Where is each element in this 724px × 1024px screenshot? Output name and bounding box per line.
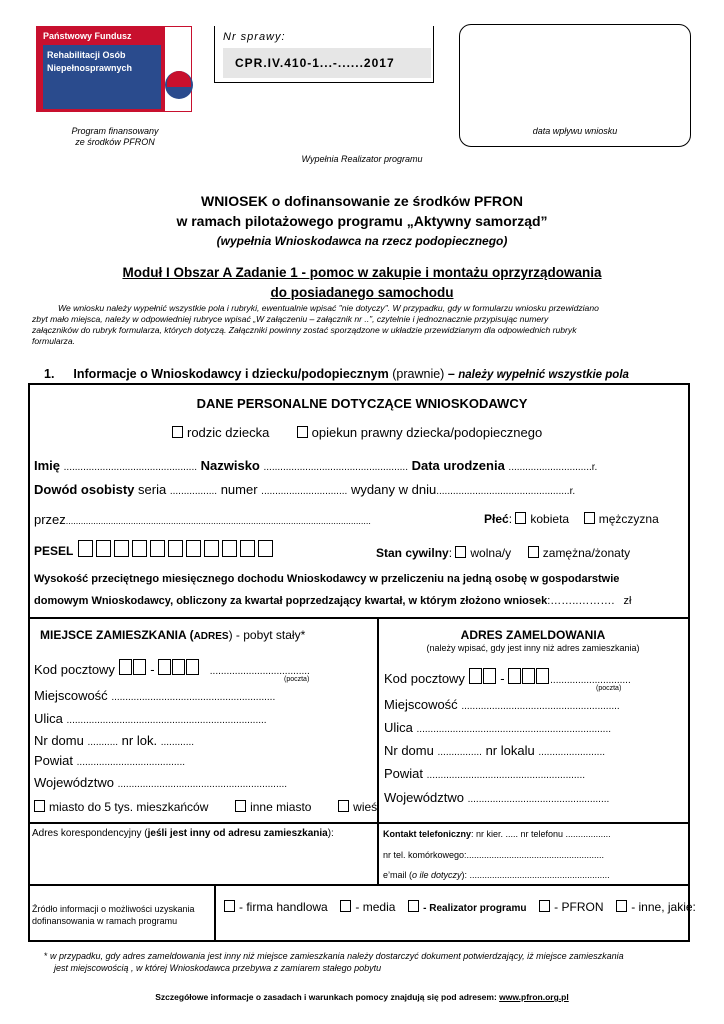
phone-label: Kontakt telefoniczny <box>383 829 472 839</box>
id-series-field[interactable]: ................. <box>169 486 218 497</box>
issuer-field[interactable]: .......................................................................................................................... <box>65 516 371 526</box>
name-row <box>34 458 597 473</box>
residence-postcode-box[interactable] <box>158 659 171 675</box>
source-media-checkbox[interactable] <box>340 900 351 912</box>
source-options <box>224 900 696 914</box>
registration-postcode-box[interactable] <box>469 668 482 684</box>
village-checkbox[interactable] <box>338 800 349 812</box>
program-financed-line1: Program finansowany <box>71 126 159 136</box>
pfron-logo <box>36 26 192 112</box>
registration-postcode-box[interactable] <box>522 668 535 684</box>
marital-label: Stan cywilny <box>376 546 449 560</box>
correspondence-label-a: Adres korespondencyjny ( <box>32 828 148 839</box>
registration-voivodeship-field[interactable]: ................................................... <box>467 794 610 805</box>
pesel-label: PESEL <box>34 544 74 558</box>
pesel-digit-box[interactable] <box>204 540 219 557</box>
section1-heading <box>44 367 629 381</box>
single-checkbox[interactable] <box>455 546 466 558</box>
registration-postcode-box[interactable] <box>536 668 549 684</box>
male-checkbox[interactable] <box>584 512 595 524</box>
pesel-digit-box[interactable] <box>168 540 183 557</box>
separator-correspondence-top <box>28 822 690 824</box>
registration-county-row <box>384 766 585 781</box>
footnote-star: * <box>44 951 48 961</box>
residence-post-office-label: (poczta) <box>284 676 310 683</box>
registration-header: ADRES ZAMELDOWANIA <box>460 628 606 642</box>
residence-header-b: ADRES <box>193 631 229 642</box>
issuer-label: przez <box>34 512 66 527</box>
registration-post-office-field[interactable]: ............................. <box>550 675 631 686</box>
registration-street-field[interactable]: ...................................................................... <box>416 724 612 735</box>
source-realizator-label: - Realizator programu <box>423 903 527 914</box>
female-checkbox[interactable] <box>515 512 526 524</box>
footnote-line1: w przypadku, gdy adres zameldowania jest inny niż miejsce zamieszkania należy dostarczyć dokument potwierdzający, iż miejsce zamieszkania <box>50 951 624 961</box>
residence-post-office-field[interactable]: .................................... <box>209 666 310 677</box>
residence-street-label: Ulica <box>34 711 63 726</box>
email-row <box>383 870 610 880</box>
instructions-line2: zbyt mało miejsca, należy w odpowiedniej rubryce wpisać „W załączeniu – załącznik nr ..”, czytelnie i jednoznacznie przypisując numery <box>32 314 549 324</box>
logo-line1: Państwowy Fundusz <box>43 31 132 41</box>
separator-address-top <box>28 617 690 619</box>
pesel-digit-box[interactable] <box>150 540 165 557</box>
single-label: wolna/y <box>470 546 512 560</box>
source-label <box>32 903 195 927</box>
registration-city-field[interactable]: ......................................................... <box>461 701 620 712</box>
issued-label: wydany w dniu <box>350 482 437 497</box>
registration-street-label: Ulica <box>384 720 413 735</box>
instructions-line4: formularza. <box>32 336 75 346</box>
first-name-label: Imię <box>34 458 61 473</box>
residence-postcode-box[interactable] <box>172 659 185 675</box>
residence-city-field[interactable]: ........................................................... <box>111 692 276 703</box>
last-name-label: Nazwisko <box>200 458 260 473</box>
last-name-field[interactable]: .................................................... <box>263 462 408 473</box>
source-other-checkbox[interactable] <box>616 900 627 912</box>
footnote-line2: jest miejscowością , w której Wnioskodawca przebywa z zamiarem stałego pobytu <box>54 963 382 973</box>
residence-street-row <box>34 711 267 726</box>
registration-house-field[interactable]: ................ <box>437 747 482 758</box>
residence-header <box>40 628 305 642</box>
residence-flat-field[interactable]: ............ <box>160 737 195 748</box>
email-label-a: e’mail ( <box>383 870 413 880</box>
residence-street-field[interactable]: ........................................................................ <box>66 715 267 726</box>
issuer-row <box>34 512 371 527</box>
mobile-field[interactable]: nr tel. komórkowego:....................................................... <box>383 850 605 860</box>
footer-text: Szczegółowe informacje o zasadach i warunkach pomocy znajdują się pod adresem: <box>155 992 497 1002</box>
registration-flat-label: nr lokalu <box>485 743 535 758</box>
instructions-line1: We wniosku należy wypełnić wszystkie pola i rubryki, ewentualnie wpisać "nie dotyczy". W przypadku, gdy w formularzu wniosku przewidziano <box>58 303 599 313</box>
female-label: kobieta <box>530 512 570 526</box>
residence-voivodeship-row <box>34 775 287 790</box>
residence-postcode-label: Kod pocztowy <box>34 662 115 677</box>
income-line2: domowym Wnioskodawcy, obliczony za kwartał poprzedzający kwartał, w którym złożono wniosek <box>34 595 548 607</box>
source-shop-checkbox[interactable] <box>224 900 235 912</box>
footer <box>0 992 724 1002</box>
pfron-website-link[interactable]: www.pfron.org.pl <box>499 992 569 1002</box>
sex-label: Płeć <box>484 512 509 526</box>
marital-row <box>376 546 630 560</box>
sex-row <box>484 512 659 526</box>
registration-postcode-box[interactable] <box>483 668 496 684</box>
correspondence-label <box>32 828 334 839</box>
id-series-label: seria <box>138 482 167 497</box>
pesel-digit-box[interactable] <box>132 540 147 557</box>
filled-by-realizator: Wypełnia Realizator programu <box>301 154 423 164</box>
logo-line3: Niepełnosprawnych <box>47 63 133 73</box>
residence-postcode-box[interactable] <box>186 659 199 675</box>
phone-row <box>383 829 611 839</box>
logo-blue-panel <box>43 45 161 109</box>
residence-number-row <box>34 733 194 748</box>
issued-date-field[interactable]: ................................................r. <box>436 486 576 497</box>
male-label: mężczyzna <box>598 512 659 526</box>
pesel-digit-box[interactable] <box>96 540 111 557</box>
registration-post-office-label: (poczta) <box>596 685 622 692</box>
phone-field[interactable]: : nr kier. ..... nr telefonu .................. <box>471 829 611 839</box>
registration-city-label: Miejscowość <box>384 697 458 712</box>
source-realizator-checkbox[interactable] <box>408 900 419 912</box>
id-card-label: Dowód osobisty <box>34 482 135 497</box>
case-number-label: Nr sprawy: <box>223 31 286 43</box>
receipt-date-label: data wpływu wniosku <box>532 126 618 136</box>
residence-voivodeship-label: Województwo <box>34 775 114 790</box>
registration-subheader: (należy wpisać, gdy jest inny niż adres zamieszkania) <box>426 643 640 653</box>
source-other-label: - inne, jakie: <box>631 900 696 914</box>
registration-house-label: Nr domu <box>384 743 434 758</box>
residence-house-field[interactable]: ........... <box>87 737 119 748</box>
registration-postcode-box[interactable] <box>508 668 521 684</box>
source-label-line1: Źródło informacji o możliwości uzyskania <box>32 904 195 914</box>
separator-source-top <box>28 884 690 886</box>
email-label-b: o ile dotyczy <box>412 870 462 880</box>
pesel-digit-box[interactable] <box>114 540 129 557</box>
small-town-label: miasto do 5 tys. mieszkańców <box>49 800 209 814</box>
registration-postcode-row <box>384 668 631 686</box>
case-number-box <box>214 26 434 83</box>
residence-county-row <box>34 753 185 768</box>
residence-type-row <box>34 800 377 814</box>
section1-title: Informacje o Wnioskodawcy i dziecku/podopiecznym <box>73 367 389 381</box>
pesel-digit-box[interactable] <box>240 540 255 557</box>
residence-county-field[interactable]: ....................................... <box>76 757 186 768</box>
sex-colon: : <box>508 512 513 526</box>
source-pfron-label: - PFRON <box>554 900 604 914</box>
personal-header: DANE PERSONALNE DOTYCZĄCE WNIOSKODAWCY <box>196 396 528 411</box>
id-number-label: numer <box>220 482 258 497</box>
marital-colon: : <box>448 546 453 560</box>
section1-dash: – <box>447 367 455 381</box>
section1-legal: (prawnie) <box>392 367 445 381</box>
program-financed-line2: ze środków PFRON <box>75 137 155 147</box>
residence-header-c: ) - pobyt stały* <box>228 628 306 642</box>
source-label-line2: dofinansowania w ramach programu <box>32 916 178 926</box>
correspondence-label-b: jeśli jest inny od adresu zamieszkania <box>147 828 328 839</box>
residence-house-label: Nr domu <box>34 733 84 748</box>
registration-postcode-label: Kod pocztowy <box>384 671 465 686</box>
residence-voivodeship-field[interactable]: ............................................................. <box>117 779 288 790</box>
other-town-label: inne miasto <box>250 800 312 814</box>
parent-checkbox[interactable] <box>172 426 183 438</box>
guardian-label: opiekun prawny dziecka/podopiecznego <box>311 425 543 440</box>
other-town-checkbox[interactable] <box>235 800 246 812</box>
income-currency: zł <box>623 595 632 607</box>
separator-source-middle <box>214 884 216 940</box>
pesel-digit-box[interactable] <box>258 540 273 557</box>
instructions-line3: załączników do rubryk formularza, których dotyczą. Załączniki powinny zostać sporządzone w układzie przewidzianym dla odpowiednich rubryk <box>32 325 577 335</box>
registration-street-row <box>384 720 611 735</box>
income-field[interactable]: :……..………. <box>547 595 615 607</box>
instructions <box>32 303 684 347</box>
separator-address-middle <box>377 617 379 822</box>
small-town-checkbox[interactable] <box>34 800 45 812</box>
logo-line2: Rehabilitacji Osób <box>47 50 126 60</box>
income-row <box>34 595 632 607</box>
residence-flat-label: nr lok. <box>121 733 158 748</box>
applicant-role-row <box>172 425 542 440</box>
registration-county-label: Powiat <box>384 766 424 781</box>
receipt-date-box[interactable] <box>459 24 691 147</box>
residence-postcode-dash: - <box>150 662 155 677</box>
id-row <box>34 482 575 497</box>
id-number-field[interactable]: ............................... <box>261 486 348 497</box>
pesel-row <box>34 540 276 561</box>
source-shop-label: - firma handlowa <box>239 900 328 914</box>
correspondence-label-c: ): <box>327 828 334 839</box>
form-note: (wypełnia Wnioskodawca na rzecz podopiecznego) <box>216 234 508 248</box>
section1-number: 1. <box>44 367 55 381</box>
registration-voivodeship-row <box>384 790 609 805</box>
residence-postcode-box[interactable] <box>133 659 146 675</box>
registration-voivodeship-label: Województwo <box>384 790 464 805</box>
source-pfron-checkbox[interactable] <box>539 900 550 912</box>
program-financed <box>40 126 190 148</box>
birth-date-label: Data urodzenia <box>411 458 505 473</box>
registration-city-row <box>384 697 620 712</box>
form-title: WNIOSEK o dofinansowanie ze środków PFRON <box>200 193 524 209</box>
birth-date-field[interactable]: ..............................r. <box>508 462 598 473</box>
email-field[interactable]: ): ........................................................ <box>461 870 610 880</box>
source-media-label: - media <box>355 900 396 914</box>
pesel-digit-box[interactable] <box>78 540 93 557</box>
income-line1: Wysokość przeciętnego miesięcznego dochodu Wnioskodawcy w przeliczeniu na jedną osobę w gospodarstwie <box>34 573 620 585</box>
registration-number-row <box>384 743 605 758</box>
footnote <box>44 950 684 974</box>
pesel-digit-box[interactable] <box>222 540 237 557</box>
residence-header-a: MIEJSCE ZAMIESZKANIA ( <box>40 628 194 642</box>
guardian-checkbox[interactable] <box>297 426 308 438</box>
village-label: wieś <box>353 800 378 814</box>
first-name-field[interactable]: ................................................ <box>63 462 197 473</box>
section1-required: należy wypełnić wszystkie pola <box>458 369 629 381</box>
registration-postcode-dash: - <box>500 671 505 686</box>
married-checkbox[interactable] <box>528 546 539 558</box>
married-label: zamężna/żonaty <box>542 546 631 560</box>
pesel-digit-box[interactable] <box>186 540 201 557</box>
module-title: Moduł I Obszar A Zadanie 1 - pomoc w zakupie i montażu oprzyrządowania <box>122 265 602 280</box>
case-number-value[interactable]: CPR.IV.410-1...-......2017 <box>223 48 431 78</box>
registration-flat-field[interactable]: ........................ <box>538 747 606 758</box>
registration-county-field[interactable]: ......................................................... <box>426 770 586 781</box>
residence-postcode-row <box>34 659 310 677</box>
parent-label: rodzic dziecka <box>187 425 270 440</box>
residence-city-label: Miejscowość <box>34 688 108 703</box>
separator-correspondence-middle <box>377 822 379 885</box>
module-title-line2: do posiadanego samochodu <box>270 285 454 300</box>
residence-city-row <box>34 688 275 703</box>
form-subtitle: w ramach pilotażowego programu „Aktywny samorząd” <box>176 213 548 229</box>
residence-postcode-box[interactable] <box>119 659 132 675</box>
residence-county-label: Powiat <box>34 753 74 768</box>
